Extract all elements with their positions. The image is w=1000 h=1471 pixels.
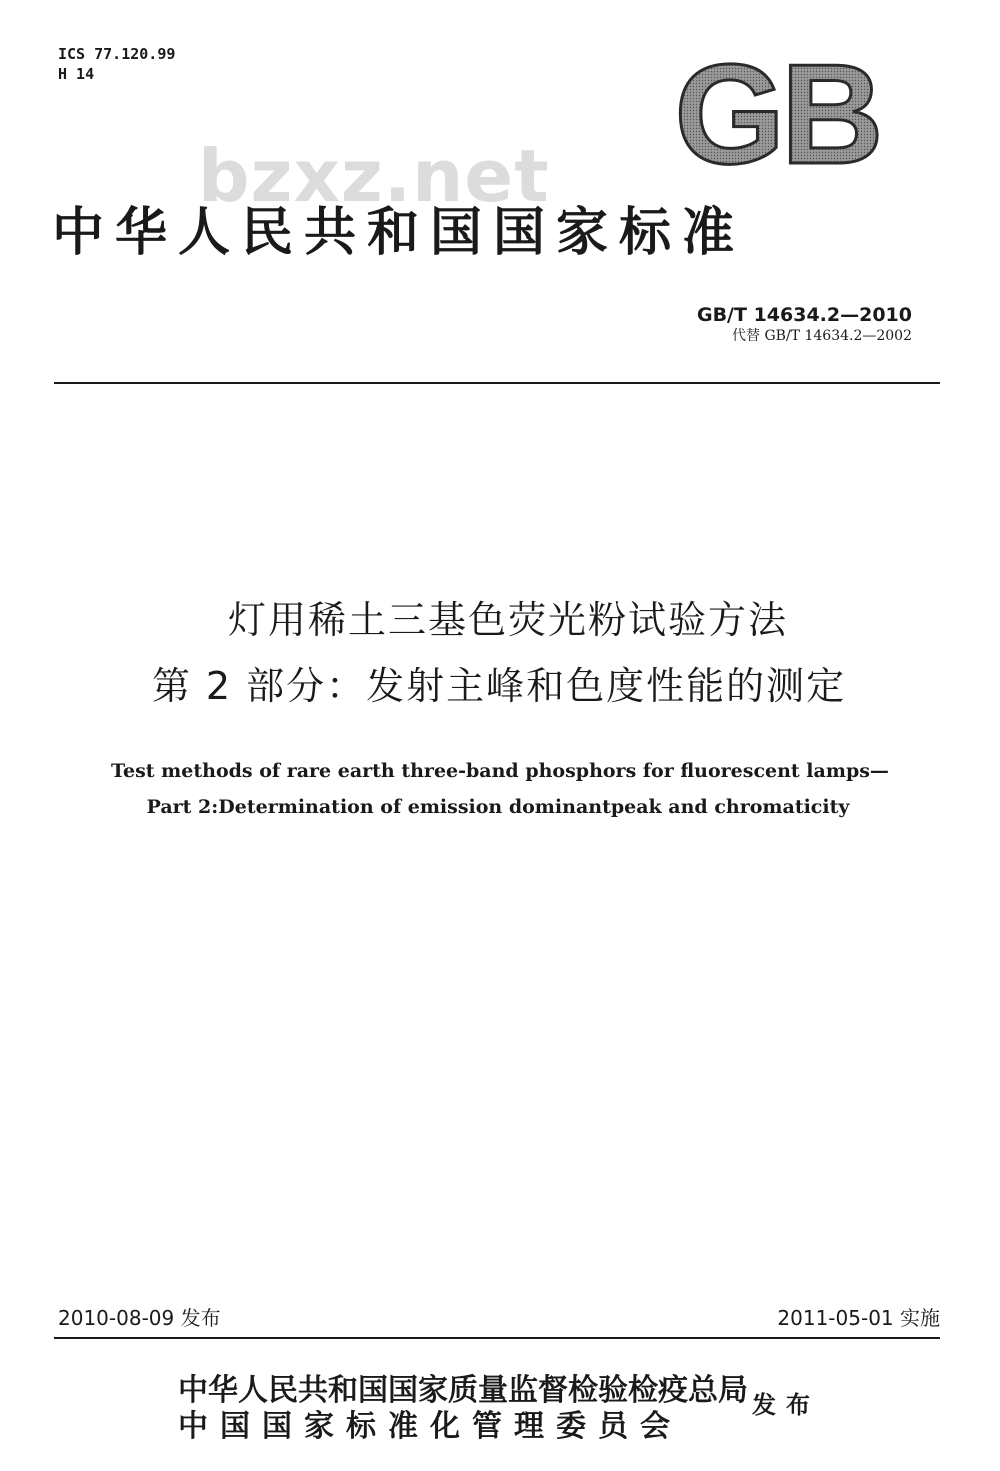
ccs-code: H 14 <box>58 65 95 83</box>
implementation-date: 2011-05-01 实施 <box>777 1306 940 1330</box>
national-standard-heading: 中华人民共和国国家标准 <box>52 202 746 263</box>
ics-code: ICS 77.120.99 <box>58 45 176 63</box>
en-title-line-1: Test methods of rare earth three-band phosphors for fluorescent lamps— <box>111 760 889 782</box>
gb-logo <box>662 55 892 173</box>
issue-date: 2010-08-09 发布 <box>58 1306 221 1330</box>
header-divider <box>54 382 940 384</box>
gb-logo-lettering: GB <box>674 55 880 173</box>
en-title-line-2: Part 2:Determination of emission dominantpeak and chromaticity <box>146 796 850 818</box>
footer-divider <box>54 1337 940 1339</box>
standard-number: GB/T 14634.2—2010 <box>696 304 912 326</box>
classification-codes <box>58 44 175 84</box>
replaces-standard: 代替 GB/T 14634.2—2002 <box>732 328 912 344</box>
cn-title-line-2: 第 2 部分：发射主峰和色度性能的测定 <box>151 664 847 708</box>
issuer-sac: 中国国家标准化管理委员会 <box>178 1409 682 1444</box>
gb-logo-graphic <box>662 55 892 173</box>
watermark: bzxz.net <box>198 134 550 218</box>
publish-label: 发布 <box>752 1390 820 1419</box>
issuer-aqsiq: 中华人民共和国国家质量监督检验检疫总局 <box>178 1373 748 1408</box>
cn-title-line-1: 灯用稀土三基色荧光粉试验方法 <box>227 598 788 642</box>
